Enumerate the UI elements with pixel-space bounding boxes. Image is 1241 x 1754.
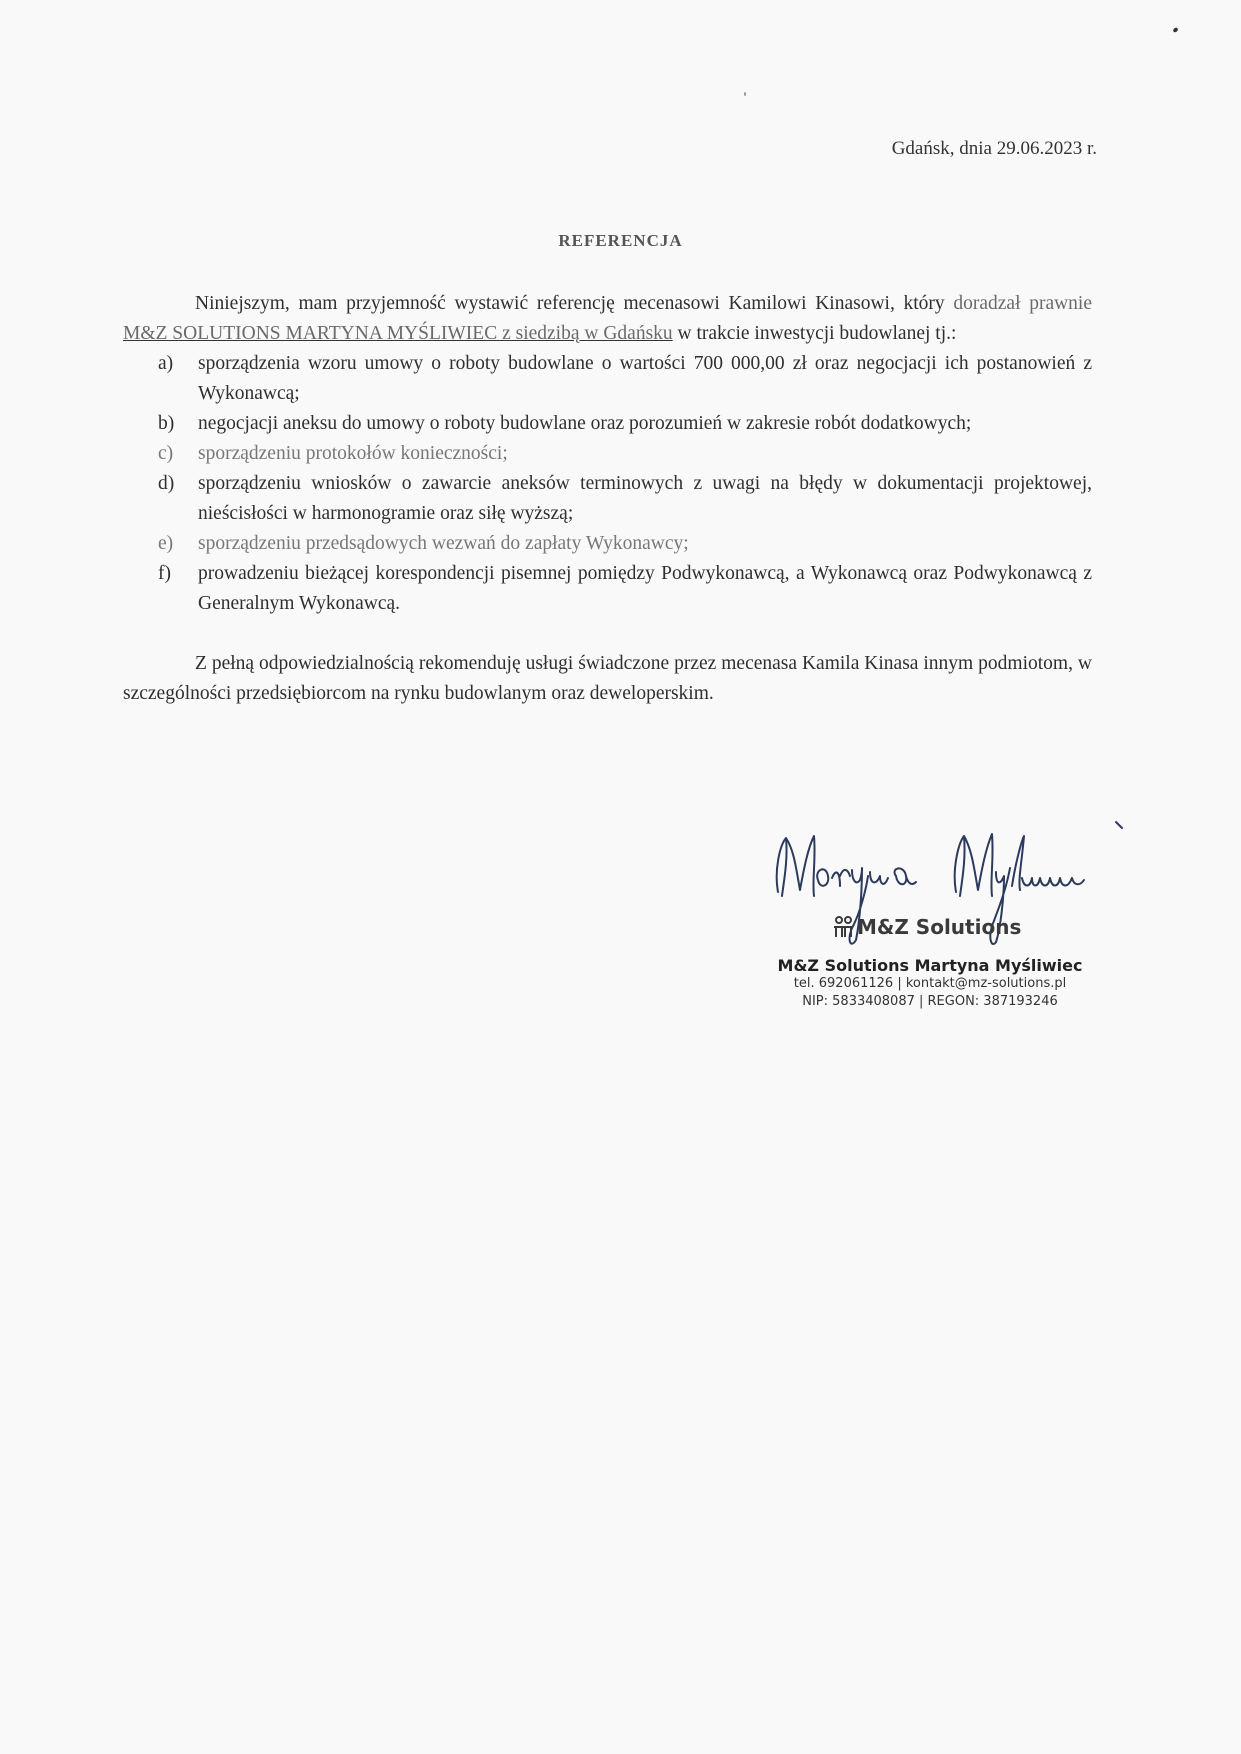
company-logo <box>833 915 1021 939</box>
list-item-text: prowadzeniu bieżącej korespondencji pisemnej pomiędzy Podwykonawcą, a Wykonawcą oraz Podwykonawcą z Generalnym Wykonawcą. <box>198 563 1092 614</box>
scan-speck <box>744 92 746 96</box>
list-marker: d) <box>158 473 175 494</box>
company-stamp <box>760 956 1100 1011</box>
list-item <box>123 349 1092 409</box>
intro-text-cont: doradzał prawnie <box>953 293 1092 314</box>
list-item-text: negocjacji aneksu do umowy o roboty budowlane oraz porozumień w zakresie robót dodatkowych; <box>198 413 972 434</box>
list-item-text: sporządzeniu protokołów konieczności; <box>198 443 508 464</box>
document-title: REFERENCJA <box>558 231 683 250</box>
list-item-text: sporządzenia wzoru umowy o roboty budowlane o wartości 700 000,00 zł oraz negocjacji ich postanowień z Wykonawcą; <box>198 353 1092 404</box>
services-list <box>123 349 1092 619</box>
people-icon <box>833 916 855 938</box>
document-body <box>123 289 1092 709</box>
company-ids: NIP: 5833408087 | REGON: 387193246 <box>802 994 1058 1009</box>
list-marker: b) <box>158 413 175 434</box>
company-name: M&Z Solutions Martyna Myśliwiec <box>777 956 1083 975</box>
scan-speck <box>1172 27 1178 33</box>
company-contact: tel. 692061126 | kontakt@mz-solutions.pl <box>793 976 1067 991</box>
closing-paragraph: Z pełną odpowiedzialnością rekomenduję usługi świadczone przez mecenasa Kamila Kinasa innym podmiotom, w szczególności przedsiębiorcom na rynku budowlanym oraz deweloperskim. <box>123 653 1092 704</box>
place-date: Gdańsk, dnia 29.06.2023 r. <box>891 138 1097 159</box>
logo-text: M&Z Solutions <box>857 915 1022 939</box>
list-item-text: sporządzeniu przedsądowych wezwań do zapłaty Wykonawcy; <box>198 533 689 554</box>
list-item <box>123 439 1092 469</box>
company-reference: M&Z SOLUTIONS MARTYNA MYŚLIWIEC z siedzibą w Gdańsku <box>123 323 673 344</box>
list-item-text: sporządzeniu wniosków o zawarcie aneksów terminowych z uwagi na błędy w dokumentacji projektowej, nieścisłości w harmonogramie oraz siłę wyższą; <box>198 473 1092 524</box>
list-marker: c) <box>158 443 174 464</box>
intro-text: Niniejszym, mam przyjemność wystawić referencję mecenasowi Kamilowi Kinasowi, który <box>195 293 954 314</box>
list-item <box>123 409 1092 439</box>
signature-block <box>760 820 1140 1020</box>
list-item <box>123 559 1092 619</box>
intro-text-end: w trakcie inwestycji budowlanej tj.: <box>672 323 957 344</box>
list-item <box>123 529 1092 559</box>
list-marker: e) <box>158 533 174 554</box>
list-marker: a) <box>158 353 174 374</box>
list-item <box>123 469 1092 529</box>
list-marker: f) <box>158 563 171 584</box>
intro-paragraph <box>123 289 1092 349</box>
